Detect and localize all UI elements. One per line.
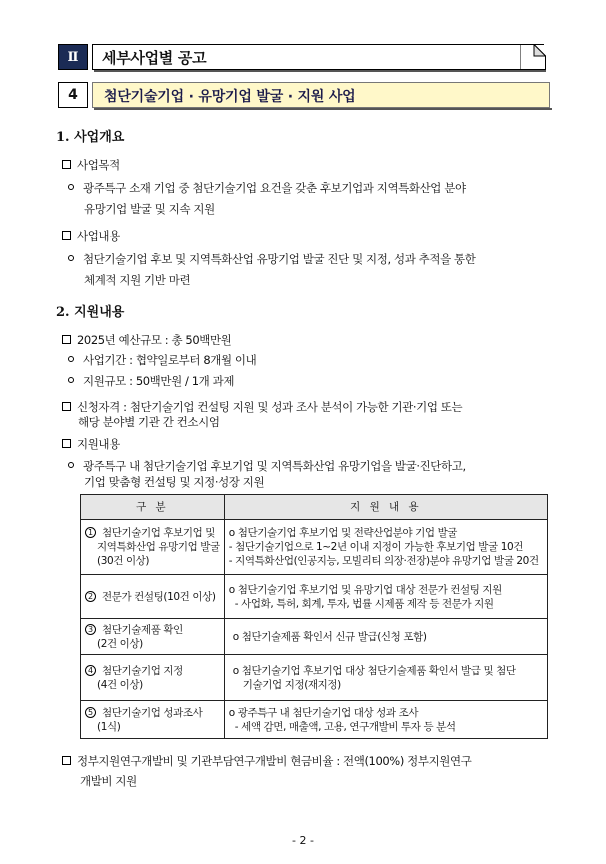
row-content-cell bbox=[224, 575, 547, 619]
row-content-text: ο 광주특구 내 첨단기술기업 대상 성과 조사 bbox=[228, 706, 419, 719]
row-content-cell bbox=[224, 520, 547, 575]
row-label-text: (1식) bbox=[97, 720, 121, 733]
ratio-item bbox=[62, 751, 471, 771]
budget-text: 2025년 예산규모 : 총 50백만원 bbox=[77, 333, 232, 347]
circled-number-icon: 3 bbox=[85, 624, 96, 635]
table-row bbox=[81, 619, 548, 655]
support-content-text-1: 광주특구 내 첨단기술기업 후보기업 및 지역특화산업 유망기업을 발굴·진단하고, bbox=[83, 459, 466, 473]
checkbox-icon bbox=[62, 231, 71, 240]
checkbox-icon bbox=[62, 160, 71, 169]
row-label-cell bbox=[81, 520, 225, 575]
table-row bbox=[81, 655, 548, 701]
checkbox-icon bbox=[62, 402, 71, 411]
checkbox-icon bbox=[62, 439, 71, 448]
circled-number-icon: 2 bbox=[85, 591, 96, 602]
row-label-cell bbox=[81, 575, 225, 619]
row-content-text: ο 첨단기술기업 후보기업 및 유망기업 대상 전문가 컨설팅 지원 bbox=[228, 583, 502, 596]
period-text: 사업기간 : 협약일로부터 8개월 이내 bbox=[83, 353, 257, 367]
content-item bbox=[62, 226, 120, 246]
bullet-circle-icon bbox=[68, 184, 74, 190]
row-content-text: - 첨단기술기업으로 1~2년 이내 지정이 가능한 후보기업 발굴 10건 bbox=[228, 541, 524, 553]
table-row bbox=[81, 701, 548, 739]
program-title: 첨단기술기업 · 유망기업 발굴 · 지원 사업 bbox=[104, 89, 356, 105]
table-header-category: 구 분 bbox=[81, 495, 225, 520]
table-row bbox=[81, 575, 548, 619]
row-content-text: 기술기업 지정(재지정) bbox=[242, 678, 341, 691]
bullet-circle-icon bbox=[68, 462, 74, 468]
purpose-item bbox=[62, 155, 120, 175]
row-content-text: ο 첨단기술제품 확인서 신규 발급(신청 포함) bbox=[232, 630, 427, 643]
table-row bbox=[81, 520, 548, 575]
bullet-circle-icon bbox=[68, 255, 74, 261]
scale-text: 지원규모 : 50백만원 / 1개 과제 bbox=[83, 374, 235, 388]
section-number: Ⅱ bbox=[58, 44, 88, 70]
row-label-text: (4건 이상) bbox=[97, 678, 143, 691]
section-header-corner bbox=[520, 44, 546, 70]
circled-number-icon: 1 bbox=[85, 527, 96, 538]
checkbox-icon bbox=[62, 756, 71, 765]
circled-number-icon: 4 bbox=[85, 665, 96, 676]
overview-heading: 1. 사업개요 bbox=[56, 130, 125, 145]
program-header-shadow bbox=[94, 108, 552, 110]
row-label-text: 첨단기술기업 성과조사 bbox=[102, 706, 203, 719]
section-title: 세부사업별 공고 bbox=[102, 49, 207, 67]
row-content-cell bbox=[224, 701, 547, 739]
purpose-line-1 bbox=[68, 178, 466, 198]
row-content-text: - 세액 감면, 매출액, 고용, 연구개발비 투자 등 분석 bbox=[234, 720, 456, 733]
content-text-1: 첨단기술기업 후보 및 지역특화산업 유망기업 발굴 진단 및 지정, 성과 추적을 통한 bbox=[83, 252, 476, 266]
row-label-text: (2건 이상) bbox=[97, 637, 143, 650]
purpose-label: 사업목적 bbox=[77, 158, 120, 172]
content-label: 사업내용 bbox=[77, 229, 120, 243]
support-content-item bbox=[62, 434, 120, 454]
ratio-text-1: 정부지원연구개발비 및 기관부담연구개발비 현금비율 : 전액(100%) 정부지원연구 bbox=[77, 754, 472, 768]
row-content-text: ο 첨단기술기업 후보기업 및 전략산업분야 기업 발굴 bbox=[228, 527, 458, 539]
table-header-row bbox=[81, 495, 548, 520]
row-label-cell bbox=[81, 655, 225, 701]
row-content-text: ο 첨단기술기업 후보기업 대상 첨단기술제품 확인서 발급 및 첨단 bbox=[232, 664, 516, 677]
row-label-text: 첨단기술기업 후보기업 및 bbox=[102, 527, 216, 539]
row-label-text: 첨단기술제품 확인 bbox=[102, 623, 183, 636]
eligibility-text-1: 신청자격 : 첨단기술기업 컨설팅 지원 및 성과 조사 분석이 가능한 기관·기업 또는 bbox=[77, 400, 463, 414]
row-label-text: 첨단기술기업 지정 bbox=[102, 664, 183, 677]
row-label-text: 지역특화산업 유망기업 발굴 bbox=[97, 541, 220, 553]
purpose-text-2: 유망기업 발굴 및 지속 지원 bbox=[84, 202, 215, 216]
scale-item bbox=[68, 371, 234, 391]
budget-item bbox=[62, 330, 231, 350]
period-item bbox=[68, 350, 256, 370]
row-content-cell bbox=[224, 655, 547, 701]
checkbox-icon bbox=[62, 335, 71, 344]
row-label-text: (30건 이상) bbox=[97, 555, 150, 567]
purpose-text-1: 광주특구 소재 기업 중 첨단기술기업 요건을 갖춘 후보기업과 지역특화산업 분야 bbox=[83, 181, 466, 195]
page-number: - 2 - bbox=[292, 834, 314, 847]
row-label-cell bbox=[81, 619, 225, 655]
ratio-text-2: 개발비 지원 bbox=[80, 774, 137, 788]
row-content-text: - 사업화, 특허, 회계, 투자, 법률 시제품 제작 등 전문가 지원 bbox=[234, 597, 494, 610]
support-heading: 2. 지원내용 bbox=[56, 305, 125, 320]
content-line-1 bbox=[68, 249, 475, 269]
bullet-circle-icon bbox=[68, 377, 74, 383]
row-content-cell bbox=[224, 619, 547, 655]
section-header-shadow bbox=[94, 70, 546, 72]
content-text-2: 체계적 지원 기반 마련 bbox=[84, 273, 191, 287]
support-table bbox=[80, 494, 548, 739]
eligibility-text-2: 해당 분야별 기관 간 컨소시엄 bbox=[78, 415, 220, 429]
row-content-text: - 지역특화산업(인공지능, 모빌리티 의장·전장)분야 유망기업 발굴 20건 bbox=[228, 555, 539, 567]
circled-number-icon: 5 bbox=[85, 707, 96, 718]
support-content-text-2: 기업 맞춤형 컨설팅 및 지정·성장 지원 bbox=[84, 475, 265, 489]
bullet-circle-icon bbox=[68, 356, 74, 362]
support-content-label: 지원내용 bbox=[77, 437, 120, 451]
table-header-content: 지 원 내 용 bbox=[224, 495, 547, 520]
row-label-text: 전문가 컨설팅(10건 이상) bbox=[102, 590, 216, 603]
program-number: 4 bbox=[58, 82, 88, 108]
row-label-cell bbox=[81, 701, 225, 739]
